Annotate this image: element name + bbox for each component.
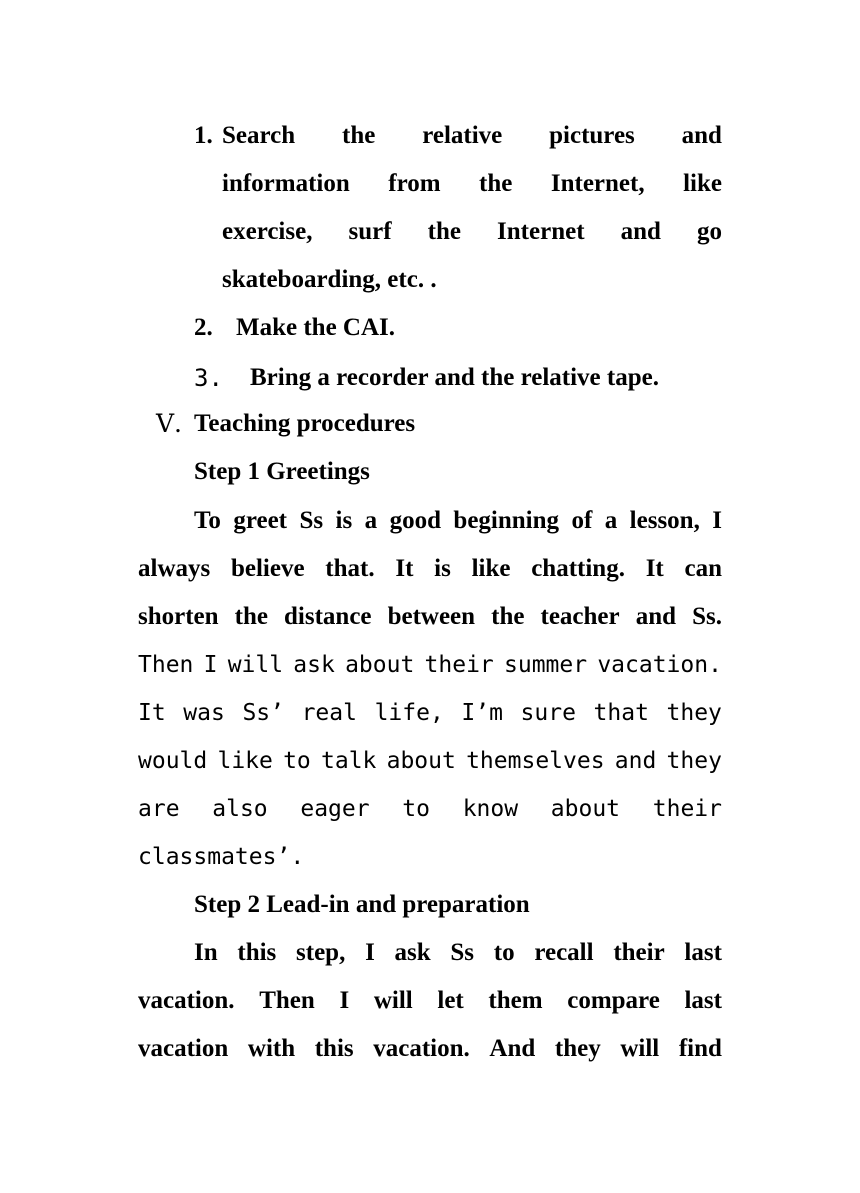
word: It <box>138 700 166 726</box>
item1-line-2 <box>222 160 722 208</box>
word: they <box>666 748 722 774</box>
word: to <box>402 796 430 822</box>
word: shorten <box>138 603 219 630</box>
word: pictures <box>549 122 635 149</box>
word: information <box>222 170 350 197</box>
item1-line-4: skateboarding, etc. . <box>222 266 437 293</box>
word: like <box>217 748 273 774</box>
word: talk <box>321 748 377 774</box>
word: To <box>194 507 221 534</box>
word: Ss <box>450 939 475 966</box>
word: like <box>471 555 511 582</box>
step2-para-line-3 <box>138 1025 722 1073</box>
word: the <box>479 170 513 197</box>
step1-plain-line-3 <box>138 737 722 785</box>
step1-plain-line-4 <box>138 785 722 833</box>
step1-para-line-3 <box>138 593 722 641</box>
word: the <box>491 603 525 630</box>
word: between <box>387 603 476 630</box>
word: was <box>183 700 225 726</box>
word: with <box>247 1035 296 1062</box>
word: last <box>684 987 722 1014</box>
step2-para-line-1 <box>194 929 722 977</box>
word: from <box>388 170 441 197</box>
section-numeral: Ⅴ. <box>156 409 183 438</box>
word: to <box>493 939 515 966</box>
item3-text: Bring a recorder and the relative tape. <box>250 364 659 391</box>
word: is <box>335 507 353 534</box>
word: always <box>138 555 211 582</box>
word: like <box>683 170 722 197</box>
item1-line-1 <box>222 112 722 160</box>
word: vacation. <box>138 987 235 1014</box>
word: Then <box>259 987 315 1014</box>
word: good <box>389 507 441 534</box>
step1-plain-line-5: classmates’. <box>138 844 305 870</box>
word: will <box>620 1035 660 1062</box>
word: I’m <box>461 700 503 726</box>
word: Internet, <box>550 170 645 197</box>
word: to <box>283 748 311 774</box>
word: ask <box>394 939 431 966</box>
word: recall <box>534 939 594 966</box>
word: and <box>614 748 657 774</box>
word: and <box>620 218 661 245</box>
word: them <box>488 987 543 1014</box>
word: the <box>427 218 461 245</box>
word: In <box>194 939 218 966</box>
step1-para-line-2 <box>138 545 722 593</box>
word: Then <box>138 652 194 678</box>
list-number-3: 3. <box>194 364 223 392</box>
word: this <box>237 939 277 966</box>
word: I <box>339 987 350 1014</box>
word: vacation. <box>373 1035 470 1062</box>
word: It <box>645 555 664 582</box>
word: they <box>666 700 722 726</box>
word: their <box>613 939 665 966</box>
word: Ss’ <box>242 700 284 726</box>
word: this <box>314 1035 354 1062</box>
word: the <box>234 603 268 630</box>
word: sure <box>520 700 576 726</box>
word: believe <box>230 555 305 582</box>
word: Internet <box>497 218 585 245</box>
word: distance <box>284 603 372 630</box>
word: Ss <box>299 507 324 534</box>
word: chatting. <box>531 555 625 582</box>
word: can <box>684 555 722 582</box>
step2-heading: Step 2 Lead-in and preparation <box>194 891 530 918</box>
word: Ss. <box>692 603 722 630</box>
step1-para-line-1 <box>194 497 722 545</box>
word: compare <box>567 987 660 1014</box>
word: their <box>424 652 494 678</box>
word: let <box>437 987 464 1014</box>
word: and <box>635 603 677 630</box>
word: would <box>138 748 208 774</box>
word: a <box>604 507 618 534</box>
word: that <box>593 700 649 726</box>
word: themselves <box>466 748 605 774</box>
word: that. <box>325 555 375 582</box>
word: about <box>550 796 621 822</box>
word: vacation. <box>597 652 722 678</box>
word: they <box>554 1035 601 1062</box>
word: find <box>678 1035 722 1062</box>
word: exercise, <box>222 218 313 245</box>
word: life, <box>374 700 444 726</box>
word: their <box>652 796 722 822</box>
word: eager <box>300 796 370 822</box>
step2-para-line-2 <box>138 977 722 1025</box>
step1-heading: Step 1 Greetings <box>194 458 370 485</box>
word: go <box>696 218 722 245</box>
step1-plain-line-2 <box>138 689 722 737</box>
section-title: Teaching procedures <box>194 410 416 437</box>
word: will <box>227 652 284 678</box>
word: will <box>373 987 413 1014</box>
word: step, <box>296 939 346 966</box>
item1-line-3 <box>222 208 722 256</box>
word: of <box>571 507 593 534</box>
step1-plain-line-1 <box>138 641 722 689</box>
word: ask <box>293 652 335 678</box>
word: are <box>138 796 180 822</box>
item2-text: Make the CAI. <box>236 314 396 341</box>
word: a <box>364 507 378 534</box>
word: beginning <box>453 507 560 534</box>
word: about <box>345 652 415 678</box>
word: teacher <box>540 603 620 630</box>
word: I <box>203 652 218 678</box>
list-number-2: 2. <box>194 314 213 341</box>
word: surf <box>348 218 392 245</box>
word: greet <box>233 507 287 534</box>
word: last <box>684 939 722 966</box>
word: know <box>462 796 519 822</box>
word: vacation <box>138 1035 229 1062</box>
word: I <box>365 939 375 966</box>
word: and <box>681 122 722 149</box>
word: real <box>301 700 357 726</box>
word: about <box>386 748 456 774</box>
word: the <box>342 122 376 149</box>
word: also <box>212 796 268 822</box>
word: I <box>712 507 722 534</box>
list-number-1: 1. <box>194 122 213 149</box>
word: relative <box>422 122 503 149</box>
word: summer <box>504 652 588 678</box>
word: is <box>434 555 451 582</box>
word: Search <box>222 122 296 149</box>
word: It <box>395 555 414 582</box>
word: lesson, <box>629 507 700 534</box>
word: And <box>489 1035 536 1062</box>
